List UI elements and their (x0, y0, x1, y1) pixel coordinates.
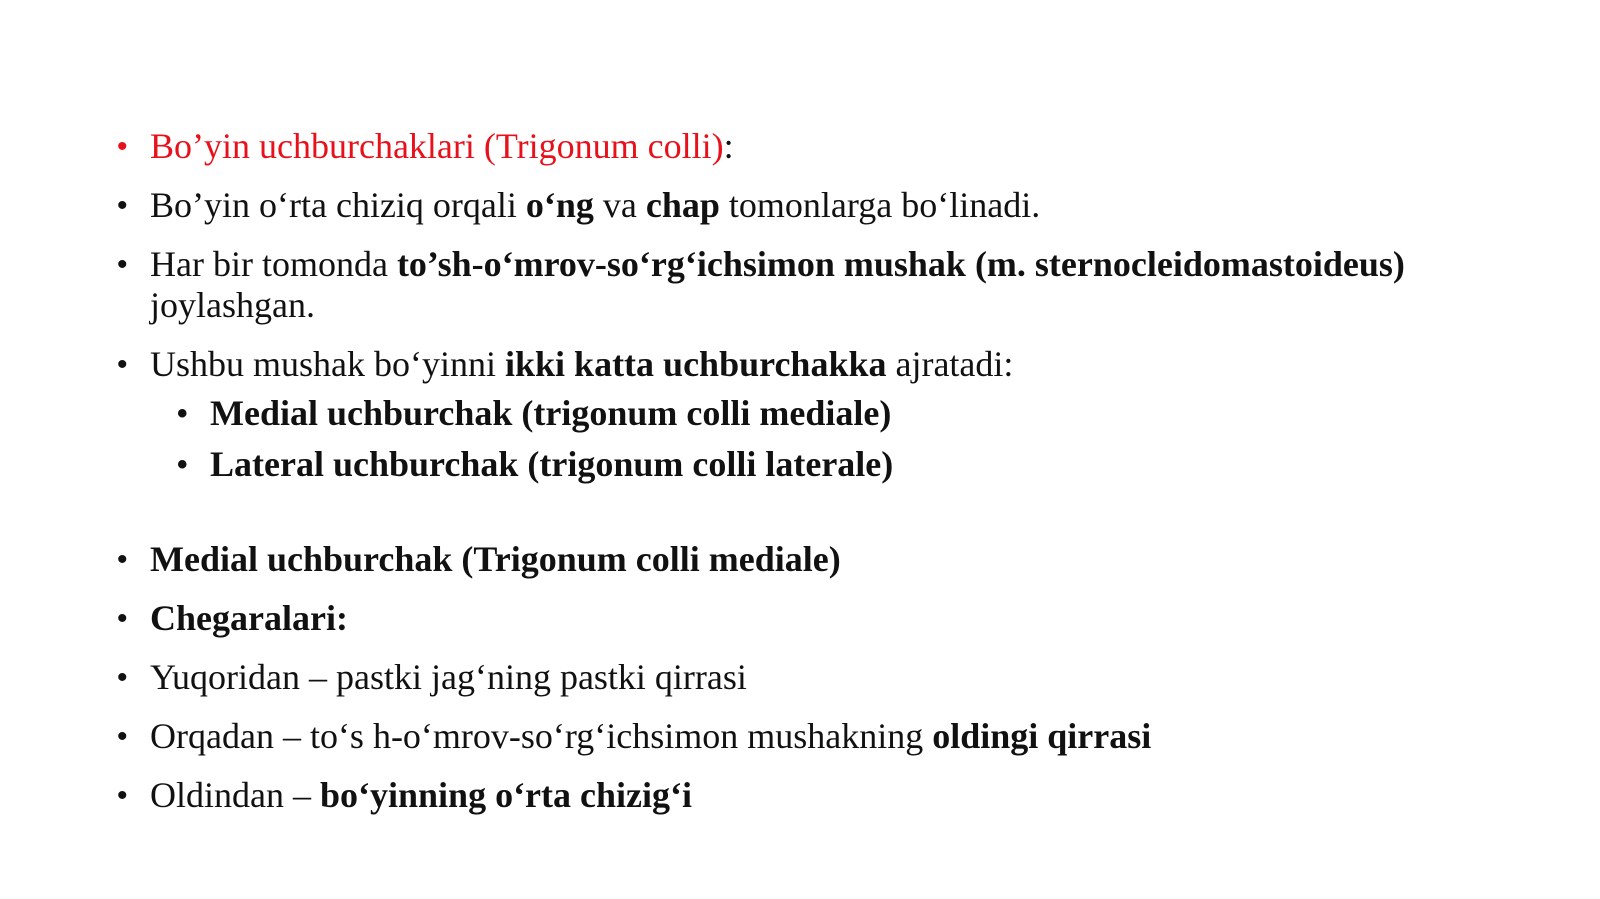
bullet-list (117, 126, 1517, 834)
bold-text: bo‘yinning o‘rta chizig‘i (319, 775, 692, 815)
text: Ushbu mushak bo‘yinni (150, 344, 505, 384)
bullet-two-triangles (117, 344, 1517, 385)
text: Orqadan – to‘s h-o‘mrov-so‘rg‘ichsimon mushakning (150, 716, 933, 756)
text: ajratadi: (886, 344, 1014, 384)
bullet-posterior-border (117, 716, 1517, 757)
bold-text: chap (645, 185, 720, 225)
sub-bullet-lateral: • Lateral uchburchak (trigonum colli laterale) (177, 444, 1577, 485)
text: Oldindan – (150, 775, 320, 815)
heading-text: Bo’yin uchburchaklari (Trigonum colli) (150, 126, 724, 166)
bullet-scm-muscle (117, 244, 1517, 326)
bold-text: to’sh-o‘mrov-so‘rg‘ichsimon mushak (m. sternocleidomastoideus) (396, 244, 1405, 284)
bullet-superior-border: • Yuqoridan – pastki jag‘ning pastki qirrasi (117, 657, 1517, 698)
bold-text: oldingi qirrasi (932, 716, 1152, 756)
text: Har bir tomonda (150, 244, 397, 284)
spacer (117, 495, 1517, 539)
sub-bullet-medial: • Medial uchburchak (trigonum colli mediale) (177, 393, 1577, 434)
bullet-heading-neck-triangles (117, 126, 1517, 167)
sub-bullet-list (117, 393, 1517, 485)
bold-text: Medial uchburchak (Trigonum colli mediale) (150, 539, 841, 579)
heading-colon: : (723, 126, 734, 166)
bold-text: o‘ng (525, 185, 594, 225)
bold-text: Chegaralari: (150, 598, 348, 638)
text: va (593, 185, 646, 225)
bullet-borders-label (117, 598, 1517, 639)
bullet-medial-title (117, 539, 1517, 580)
bullet-midline-division (117, 185, 1517, 226)
text: tomonlarga bo‘linadi. (719, 185, 1041, 225)
bullet-anterior-border (117, 775, 1517, 816)
text: joylashgan. (150, 285, 315, 325)
text: Bo’yin o‘rta chiziq orqali (150, 185, 526, 225)
bold-text: ikki katta uchburchakka (505, 344, 887, 384)
